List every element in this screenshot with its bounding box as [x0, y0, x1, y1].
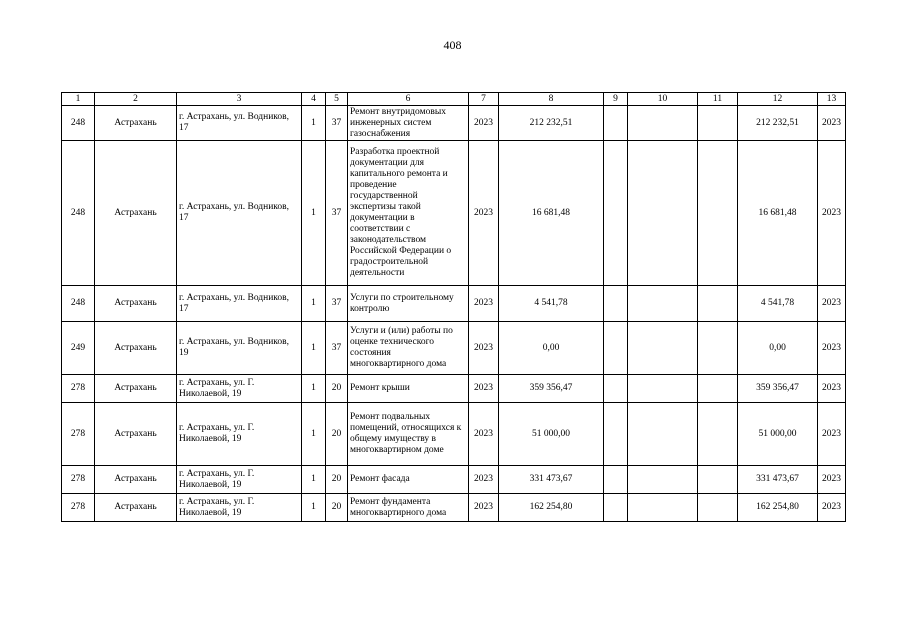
work-type: Ремонт фасада [348, 466, 469, 494]
col-header-12: 12 [738, 93, 818, 106]
address: г. Астрахань, ул. Водников, 17 [177, 106, 302, 141]
col-4-value: 1 [302, 494, 326, 522]
repair-program-table [61, 92, 846, 522]
col-header-6: 6 [348, 93, 469, 106]
col-9-value [604, 375, 628, 403]
completion-year: 2023 [818, 106, 846, 141]
col-4-value: 1 [302, 141, 326, 286]
completion-year: 2023 [818, 466, 846, 494]
col-10-value [628, 466, 698, 494]
table-row [62, 106, 846, 141]
col-11-value [698, 494, 738, 522]
col-5-value: 37 [326, 141, 348, 286]
col-header-9: 9 [604, 93, 628, 106]
col-11-value [698, 141, 738, 286]
col-5-value: 37 [326, 322, 348, 375]
col-4-value: 1 [302, 322, 326, 375]
total-cost: 162 254,80 [738, 494, 818, 522]
work-type: Услуги по строительному контролю [348, 286, 469, 322]
header-row [62, 93, 846, 106]
col-4-value: 1 [302, 286, 326, 322]
municipality: Астрахань [95, 141, 177, 286]
row-number: 248 [62, 106, 95, 141]
table-row [62, 322, 846, 375]
work-type: Ремонт фундамента многоквартирного дома [348, 494, 469, 522]
col-5-value: 20 [326, 403, 348, 466]
col-4-value: 1 [302, 403, 326, 466]
completion-year: 2023 [818, 286, 846, 322]
cost: 0,00 [499, 322, 604, 375]
table-row [62, 466, 846, 494]
col-9-value [604, 286, 628, 322]
col-11-value [698, 466, 738, 494]
completion-year: 2023 [818, 403, 846, 466]
col-header-13: 13 [818, 93, 846, 106]
work-type: Ремонт внутридомовых инженерных систем газоснабжения [348, 106, 469, 141]
completion-year: 2023 [818, 494, 846, 522]
municipality: Астрахань [95, 106, 177, 141]
table-row [62, 494, 846, 522]
completion-year: 2023 [818, 322, 846, 375]
col-header-10: 10 [628, 93, 698, 106]
col-4-value: 1 [302, 106, 326, 141]
year: 2023 [469, 466, 499, 494]
col-5-value: 20 [326, 494, 348, 522]
total-cost: 359 356,47 [738, 375, 818, 403]
table-row [62, 141, 846, 286]
year: 2023 [469, 286, 499, 322]
table-row [62, 375, 846, 403]
municipality: Астрахань [95, 466, 177, 494]
col-header-1: 1 [62, 93, 95, 106]
total-cost: 0,00 [738, 322, 818, 375]
col-10-value [628, 106, 698, 141]
row-number: 248 [62, 141, 95, 286]
year: 2023 [469, 494, 499, 522]
address: г. Астрахань, ул. Водников, 19 [177, 322, 302, 375]
address: г. Астрахань, ул. Г. Николаевой, 19 [177, 494, 302, 522]
col-10-value [628, 403, 698, 466]
cost: 212 232,51 [499, 106, 604, 141]
year: 2023 [469, 403, 499, 466]
col-5-value: 20 [326, 466, 348, 494]
page-number: 408 [443, 38, 462, 52]
row-number: 278 [62, 466, 95, 494]
col-4-value: 1 [302, 375, 326, 403]
municipality: Астрахань [95, 494, 177, 522]
municipality: Астрахань [95, 322, 177, 375]
col-header-2: 2 [95, 93, 177, 106]
col-4-value: 1 [302, 466, 326, 494]
address: г. Астрахань, ул. Г. Николаевой, 19 [177, 403, 302, 466]
completion-year: 2023 [818, 375, 846, 403]
col-10-value [628, 322, 698, 375]
col-10-value [628, 375, 698, 403]
municipality: Астрахань [95, 286, 177, 322]
col-header-3: 3 [177, 93, 302, 106]
cost: 16 681,48 [499, 141, 604, 286]
col-9-value [604, 466, 628, 494]
col-11-value [698, 375, 738, 403]
total-cost: 212 232,51 [738, 106, 818, 141]
table-row [62, 403, 846, 466]
col-header-4: 4 [302, 93, 326, 106]
total-cost: 331 473,67 [738, 466, 818, 494]
col-11-value [698, 286, 738, 322]
row-number: 278 [62, 403, 95, 466]
cost: 359 356,47 [499, 375, 604, 403]
col-9-value [604, 403, 628, 466]
cost: 4 541,78 [499, 286, 604, 322]
work-type: Услуги и (или) работы по оценке технического состояния многоквартирного дома [348, 322, 469, 375]
total-cost: 51 000,00 [738, 403, 818, 466]
work-type: Ремонт подвальных помещений, относящихся к общему имуществу в многоквартирном доме [348, 403, 469, 466]
col-9-value [604, 322, 628, 375]
address: г. Астрахань, ул. Водников, 17 [177, 286, 302, 322]
address: г. Астрахань, ул. Г. Николаевой, 19 [177, 375, 302, 403]
col-11-value [698, 106, 738, 141]
col-header-8: 8 [499, 93, 604, 106]
year: 2023 [469, 375, 499, 403]
col-10-value [628, 286, 698, 322]
completion-year: 2023 [818, 141, 846, 286]
row-number: 278 [62, 375, 95, 403]
cost: 162 254,80 [499, 494, 604, 522]
col-10-value [628, 494, 698, 522]
col-header-7: 7 [469, 93, 499, 106]
year: 2023 [469, 106, 499, 141]
year: 2023 [469, 322, 499, 375]
col-5-value: 37 [326, 106, 348, 141]
col-9-value [604, 141, 628, 286]
work-type: Разработка проектной документации для капитального ремонта и проведение государственной экспертизы такой документации в соответствии с законодательством Российской Федерации о градостроительной деятельности [348, 141, 469, 286]
col-header-5: 5 [326, 93, 348, 106]
col-11-value [698, 403, 738, 466]
address: г. Астрахань, ул. Водников, 17 [177, 141, 302, 286]
municipality: Астрахань [95, 403, 177, 466]
col-9-value [604, 494, 628, 522]
col-header-11: 11 [698, 93, 738, 106]
col-9-value [604, 106, 628, 141]
municipality: Астрахань [95, 375, 177, 403]
total-cost: 4 541,78 [738, 286, 818, 322]
address: г. Астрахань, ул. Г. Николаевой, 19 [177, 466, 302, 494]
col-5-value: 20 [326, 375, 348, 403]
row-number: 249 [62, 322, 95, 375]
cost: 51 000,00 [499, 403, 604, 466]
cost: 331 473,67 [499, 466, 604, 494]
row-number: 248 [62, 286, 95, 322]
col-10-value [628, 141, 698, 286]
year: 2023 [469, 141, 499, 286]
col-5-value: 37 [326, 286, 348, 322]
col-11-value [698, 322, 738, 375]
table-row [62, 286, 846, 322]
total-cost: 16 681,48 [738, 141, 818, 286]
work-type: Ремонт крыши [348, 375, 469, 403]
row-number: 278 [62, 494, 95, 522]
